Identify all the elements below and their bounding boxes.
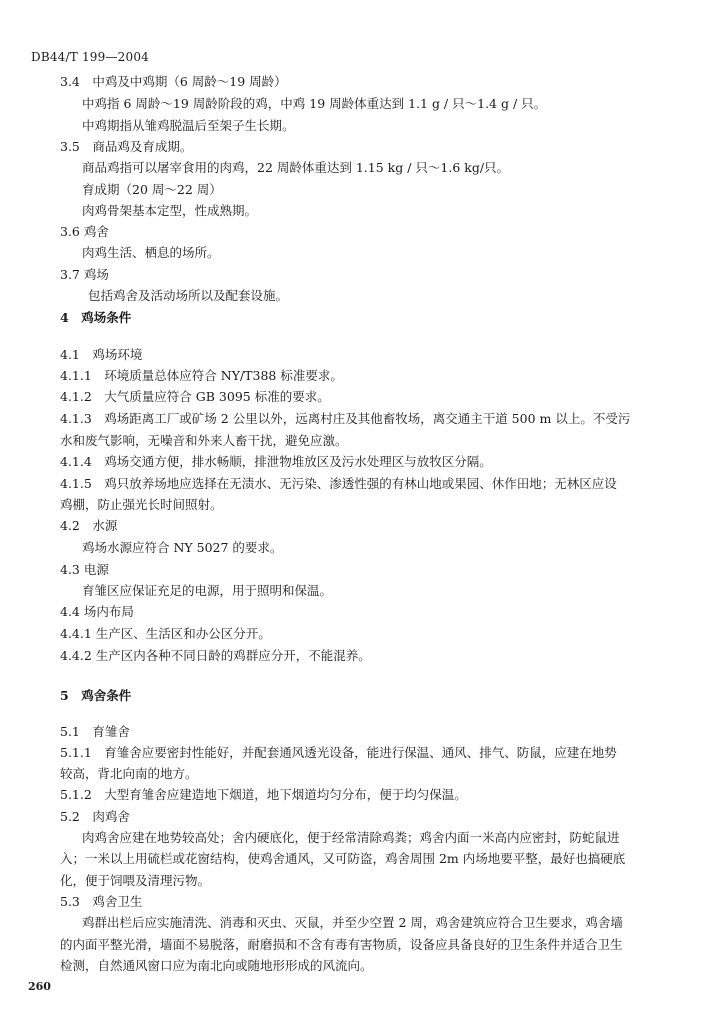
text-line: 5.1.1 育雏舍应要密封性能好，并配套通风透光设备，能进行保温、通风、排气、防鼠，应建在地势 <box>60 745 617 760</box>
text-line: 的内面平整光滑，墙面不易脱落，耐磨损和不含有毒有害物质，设备应具备良好的卫生条件并适合卫生 <box>60 937 623 952</box>
text-line: 3.7 鸡场 <box>60 267 109 282</box>
text-line: 育雏区应保证充足的电源，用于照明和保温。 <box>82 583 333 598</box>
text-line: 4.1.4 鸡场交通方便，排水畅顺，排泄物堆放区及污水处理区与放牧区分隔。 <box>60 454 492 469</box>
text-line: 入；一米以上用硫栏或花窗结构，使鸡舍通风，又可防盗，鸡舍周围 2m 内场地要平整，最好也搞硬底 <box>60 851 626 866</box>
text-line: 4.3 电源 <box>60 562 109 577</box>
text-line: 4.2 水源 <box>60 518 118 533</box>
text-line: 水和废气影响，无噪音和外来人畜干扰，避免应激。 <box>60 433 348 448</box>
text-line: 育成期（20 周～22 周） <box>82 182 222 197</box>
text-line: 5.1 育雏舍 <box>60 724 130 739</box>
text-line: 4.1.2 大气质量应符合 GB 3095 标准的要求。 <box>60 389 330 404</box>
text-line: 5.1.2 大型育雏舍应建造地下烟道，地下烟道均匀分布，便于均匀保温。 <box>60 787 467 802</box>
text-line: 4.1.1 环境质量总体应符合 NY/T388 标准要求。 <box>60 368 343 383</box>
text-line: 4.1.5 鸡只放养场地应选择在无渍水、无污染、渗透性强的有林山地或果园、休作田地；无林区应设 <box>60 476 617 491</box>
text-line: 检测，自然通风窗口应为南北向或随地形形成的风流向。 <box>60 958 373 973</box>
text-line: 鸡棚，防止强光长时间照射。 <box>60 497 223 512</box>
text-line: 3.4 中鸡及中鸡期（6 周龄～19 周龄） <box>60 74 287 89</box>
text-line: 4.4.2 生产区内各种不同日龄的鸡群应分开，不能混养。 <box>60 648 371 663</box>
section-heading: 5 鸡舍条件 <box>60 688 132 703</box>
text-line: 4.1 鸡场环境 <box>60 347 143 362</box>
text-line: 肉鸡舍应建在地势较高处；舍内硬底化，便于经常清除鸡粪；鸡舍内面一米高内应密封，防蛇鼠进 <box>82 830 620 845</box>
section-heading: 4 鸡场条件 <box>60 310 132 325</box>
text-line: 5.3 鸡舍卫生 <box>60 894 143 909</box>
text-line: 中鸡指 6 周龄～19 周龄阶段的鸡，中鸡 19 周龄体重达到 1.1 g / 只～1.4 g / 只。 <box>82 96 547 111</box>
document-code: DB44/T 199—2004 <box>31 50 150 64</box>
text-line: 肉鸡骨架基本定型，性成熟期。 <box>82 203 258 218</box>
text-line: 包括鸡舍及活动场所以及配套设施。 <box>88 288 289 303</box>
text-line: 鸡群出栏后应实施清洗、消毒和灭虫、灭鼠，并至少空置 2 周，鸡舍建筑应符合卫生要求，鸡舍墙 <box>82 915 623 930</box>
page-number: 260 <box>28 980 51 993</box>
text-line: 肉鸡生活、栖息的场所。 <box>82 245 220 260</box>
text-line: 中鸡期指从雏鸡脱温后至架子生长期。 <box>82 118 295 133</box>
text-line: 4.4.1 生产区、生活区和办公区分开。 <box>60 626 271 641</box>
text-line: 3.5 商品鸡及育成期。 <box>60 139 193 154</box>
text-line: 较高，背北向南的地方。 <box>60 766 198 781</box>
text-line: 5.2 肉鸡舍 <box>60 809 130 824</box>
text-line: 化，便于饲喂及清理污物。 <box>60 873 211 888</box>
text-line: 3.6 鸡舍 <box>60 224 109 239</box>
text-line: 商品鸡指可以屠宰食用的肉鸡，22 周龄体重达到 1.15 kg / 只～1.6 kg/只。 <box>82 160 510 175</box>
text-line: 4.1.3 鸡场距离工厂或矿场 2 公里以外，远离村庄及其他畜牧场，离交通主干道 500 m 以上。不受污 <box>60 411 631 426</box>
text-line: 鸡场水源应符合 NY 5027 的要求。 <box>82 540 283 555</box>
text-line: 4.4 场内布局 <box>60 604 134 619</box>
